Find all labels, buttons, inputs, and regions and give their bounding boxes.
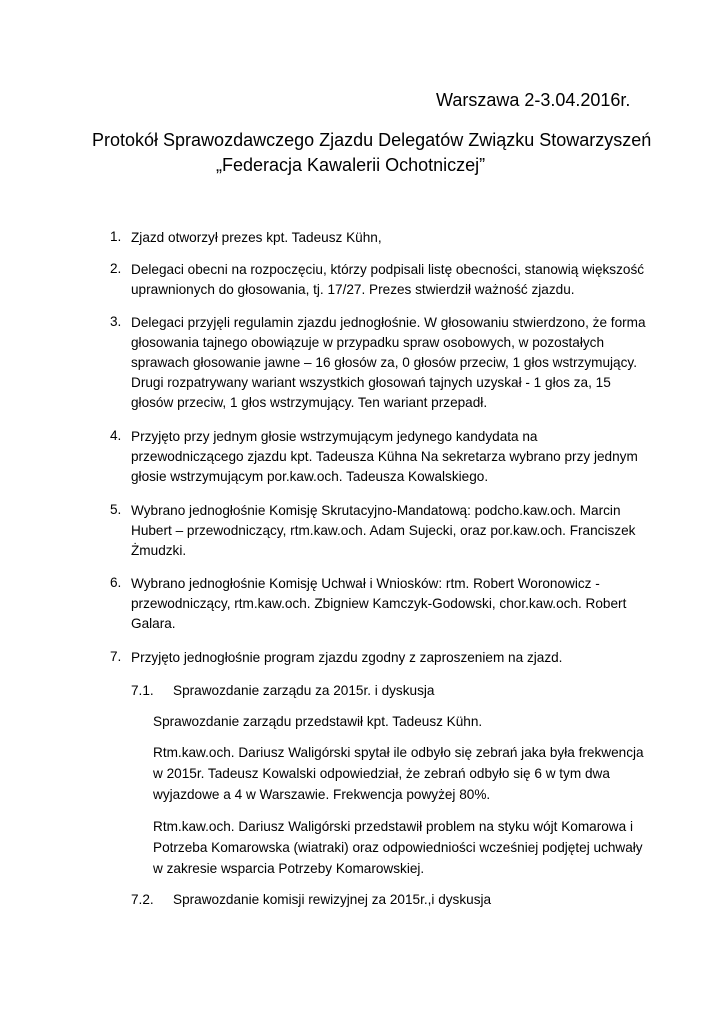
subsection-number: 7.1. — [131, 683, 154, 698]
subsection-heading: Sprawozdanie zarządu za 2015r. i dyskusja — [173, 683, 435, 698]
paragraph-line: wyjazdowe a 4 w Warszawie. Frekwencja powyżej 80%. — [153, 787, 491, 802]
paragraph-line: Rtm.kaw.och. Dariusz Waligórski przedstawił problem na styku wójt Komarowa i — [153, 819, 633, 834]
item-text-line: Delegaci obecni na rozpoczęciu, którzy podpisali listę obecności, stanowią większość — [131, 262, 645, 277]
item-text-line: Przyjęto jednogłośnie program zjazdu zgodny z zaproszeniem na zjazd. — [131, 650, 563, 665]
item-text-line: Wybrano jednogłośnie Komisję Uchwał i Wniosków: rtm. Robert Woronowicz - — [131, 576, 600, 591]
item-text-line: głosie wstrzymującym por.kaw.och. Tadeusza Kowalskiego. — [131, 469, 489, 484]
paragraph-line: Rtm.kaw.och. Dariusz Waligórski spytał ile odbyło się zebrań jaka była frekwencja — [153, 745, 644, 760]
item-text-line: Drugi rozpatrywany wariant wszystkich głosowań tajnych uzyskał - 1 głos za, 15 — [131, 375, 611, 390]
item-number: 1. — [110, 229, 122, 244]
item-text-line: przewodniczącego zjazdu kpt. Tadeusza Kühna Na sekretarza wybrano przy jednym — [131, 449, 638, 464]
paragraph-line: Sprawozdanie zarządu przedstawił kpt. Tadeusz Kühn. — [153, 714, 483, 729]
item-text-line: Przyjęto przy jednym głosie wstrzymującym jedynego kandydata na — [131, 429, 538, 444]
item-number: 6. — [110, 575, 122, 590]
item-number: 7. — [110, 649, 122, 664]
item-text-line: Hubert – przewodniczący, rtm.kaw.och. Adam Sujecki, oraz por.kaw.och. Franciszek — [131, 523, 636, 538]
item-text-line: sprawach głosowanie jawne – 16 głosów za, 0 głosów przeciw, 1 głos wstrzymujący. — [131, 355, 637, 370]
paragraph-line: Potrzeba Komarowska (wiatraki) oraz odpowiedniości wcześniej podjętej uchwały — [153, 840, 643, 855]
paragraph-line: w 2015r. Tadeusz Kowalski odpowiedział, że zebrań odbyło się 6 w tym dwa — [153, 766, 610, 781]
item-text-line: głosowania tajnego obowiązuje w przypadku spraw osobowych, w pozostałych — [131, 335, 605, 350]
item-text-line: Zjazd otworzył prezes kpt. Tadeusz Kühn, — [131, 230, 382, 245]
subsection-heading: Sprawozdanie komisji rewizyjnej za 2015r.,i dyskusja — [173, 892, 492, 907]
document-subtitle: „Federacja Kawalerii Ochotniczej” — [216, 155, 486, 175]
subsection-number: 7.2. — [131, 892, 154, 907]
item-number: 4. — [110, 428, 122, 443]
item-number: 2. — [110, 261, 122, 276]
item-text-line: przewodniczący, rtm.kaw.och. Zbigniew Kamczyk-Godowski, chor.kaw.och. Robert — [131, 596, 627, 611]
item-text-line: Żmudzki. — [131, 543, 187, 558]
item-text-line: Wybrano jednogłośnie Komisję Skrutacyjno-Mandatową: podcho.kaw.och. Marcin — [131, 503, 621, 518]
item-text-line: Galara. — [131, 616, 176, 631]
paragraph-line: w zakresie wsparcia Potrzeby Komarowskiej. — [153, 861, 425, 876]
item-text-line: głosów przeciw, 1 głos wstrzymujący. Ten wariant przepadł. — [131, 395, 488, 410]
item-number: 5. — [110, 502, 122, 517]
document-title: Protokół Sprawozdawczego Zjazdu Delegatów Związku Stowarzyszeń — [92, 130, 652, 150]
item-text-line: Delegaci przyjęli regulamin zjazdu jednogłośnie. W głosowaniu stwierdzono, że forma — [131, 315, 646, 330]
item-number: 3. — [110, 314, 122, 329]
place-date: Warszawa 2-3.04.2016r. — [436, 90, 631, 110]
item-text-line: uprawnionych do głosowania, tj. 17/27. Prezes stwierdził ważność zjazdu. — [131, 282, 575, 297]
